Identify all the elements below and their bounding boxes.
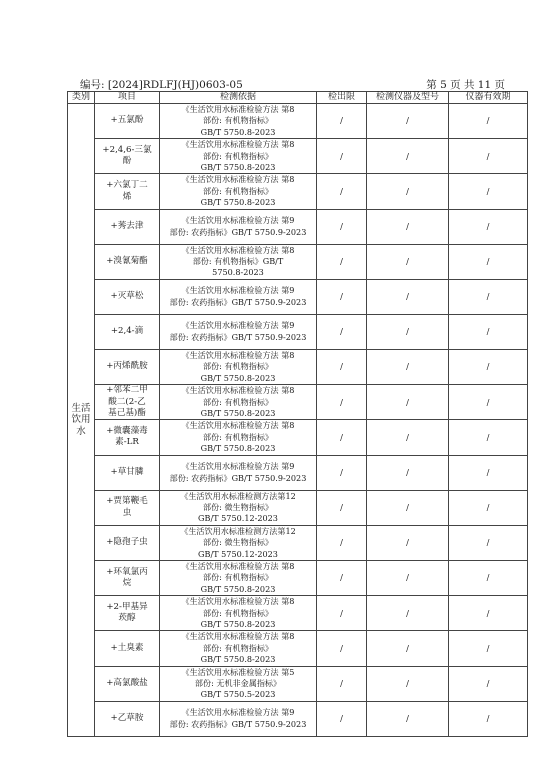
item-cell: +土臭素 (95, 631, 160, 666)
instrument-cell: / (367, 244, 449, 279)
basis-cell: 《生活饮用水标准检验方法 第8 部份: 有机物指标》 GB/T 5750.8-2023 (160, 596, 317, 631)
detection-limit-cell: / (317, 209, 367, 244)
item-cell: +六氯丁二 烯 (95, 174, 160, 209)
item-cell: +2,4-滴 (95, 314, 160, 349)
category-cell: 生活 饮用 水 (68, 104, 95, 737)
table-row (68, 209, 528, 244)
column-header: 项目 (95, 92, 160, 104)
validity-cell: / (449, 596, 528, 631)
item-cell: +高氯酸盐 (95, 666, 160, 701)
item-cell: +环氧氯丙 烷 (95, 560, 160, 595)
basis-cell: 《生活饮用水标准检验方法 第9 部份: 农药指标》GB/T 5750.9-2023 (160, 209, 317, 244)
table-row (68, 666, 528, 701)
instrument-cell: / (367, 490, 449, 525)
basis-cell: 《生活饮用水标准检验方法 第8 部份: 有机物指标》 GB/T 5750.8-2023 (160, 385, 317, 420)
validity-cell: / (449, 701, 528, 736)
basis-cell: 《生活饮用水标准检验方法 第8 部份: 有机物指标》 GB/T 5750.8-2023 (160, 420, 317, 455)
detection-limit-cell: / (317, 385, 367, 420)
basis-cell: 《生活饮用水标准检验方法 第8 部份: 有机物指标》 GB/T 5750.8-2023 (160, 174, 317, 209)
column-header: 仪器有效期 (449, 92, 528, 104)
instrument-cell: / (367, 139, 449, 174)
test-basis-table (67, 91, 528, 737)
validity-cell: / (449, 279, 528, 314)
validity-cell: / (449, 244, 528, 279)
basis-cell: 《生活饮用水标准检验方法 第8 部份: 有机物指标》 GB/T 5750.8-2023 (160, 631, 317, 666)
basis-cell: 《生活饮用水标准检验方法 第9 部份: 农药指标》GB/T 5750.9-2023 (160, 314, 317, 349)
item-cell: +莠去津 (95, 209, 160, 244)
basis-cell: 《生活饮用水标准检验方法 第9 部份: 农药指标》GB/T 5750.9-2023 (160, 455, 317, 490)
basis-cell: 《生活饮用水标准检验方法 第9 部份: 农药指标》GB/T 5750.9-2023 (160, 701, 317, 736)
column-header: 检测仪器及型号 (367, 92, 449, 104)
instrument-cell: / (367, 209, 449, 244)
validity-cell: / (449, 666, 528, 701)
instrument-cell: / (367, 596, 449, 631)
instrument-cell: / (367, 279, 449, 314)
instrument-cell: / (367, 104, 449, 139)
report-code: 编号: [2024]RDLFJ(HJ)0603-05 (80, 79, 243, 91)
detection-limit-cell: / (317, 701, 367, 736)
table-row (68, 174, 528, 209)
validity-cell: / (449, 209, 528, 244)
detection-limit-cell: / (317, 420, 367, 455)
table-row (68, 139, 528, 174)
validity-cell: / (449, 349, 528, 384)
basis-cell: 《生活饮用水标准检验方法 第8 部份: 有机物指标》 GB/T 5750.8-2023 (160, 349, 317, 384)
item-cell: +隐孢子虫 (95, 525, 160, 560)
detection-limit-cell: / (317, 104, 367, 139)
item-cell: +贾第鞭毛 虫 (95, 490, 160, 525)
validity-cell: / (449, 139, 528, 174)
table-row (68, 420, 528, 455)
validity-cell: / (449, 490, 528, 525)
item-cell: +2,4,6-三氯 酚 (95, 139, 160, 174)
instrument-cell: / (367, 455, 449, 490)
detection-limit-cell: / (317, 666, 367, 701)
column-header: 类别 (68, 92, 95, 104)
instrument-cell: / (367, 631, 449, 666)
basis-cell: 《生活饮用水标准检验方法 第8 部份: 有机物指标》 GB/T 5750.8-2023 (160, 560, 317, 595)
table-row (68, 314, 528, 349)
detection-limit-cell: / (317, 490, 367, 525)
page-number: 第 5 页 共 11 页 (426, 79, 505, 91)
detection-limit-cell: / (317, 596, 367, 631)
basis-cell: 《生活饮用水标准检验方法 第9 部份: 农药指标》GB/T 5750.9-2023 (160, 279, 317, 314)
item-cell: +灭草松 (95, 279, 160, 314)
table-row (68, 104, 528, 139)
instrument-cell: / (367, 314, 449, 349)
table-header-row (68, 92, 528, 104)
instrument-cell: / (367, 174, 449, 209)
basis-cell: 《生活饮用水标准检测方法第12 部份: 微生物指标》 GB/T 5750.12-2023 (160, 490, 317, 525)
basis-cell: 《生活饮用水标准检验方法 第8 部份: 有机物指标》 GB/T 5750.8-2023 (160, 139, 317, 174)
detection-limit-cell: / (317, 244, 367, 279)
table-row (68, 560, 528, 595)
table-row (68, 244, 528, 279)
item-cell: +乙草胺 (95, 701, 160, 736)
validity-cell: / (449, 560, 528, 595)
item-cell: +丙烯酰胺 (95, 349, 160, 384)
detection-limit-cell: / (317, 525, 367, 560)
detection-limit-cell: / (317, 349, 367, 384)
instrument-cell: / (367, 420, 449, 455)
basis-cell: 《生活饮用水标准检验方法 第8 部份: 有机物指标》 GB/T 5750.8-2023 (160, 104, 317, 139)
validity-cell: / (449, 174, 528, 209)
detection-limit-cell: / (317, 455, 367, 490)
instrument-cell: / (367, 560, 449, 595)
validity-cell: / (449, 525, 528, 560)
detection-limit-cell: / (317, 279, 367, 314)
detection-limit-cell: / (317, 560, 367, 595)
table-row (68, 525, 528, 560)
detection-limit-cell: / (317, 174, 367, 209)
table-row (68, 385, 528, 420)
instrument-cell: / (367, 385, 449, 420)
detection-limit-cell: / (317, 139, 367, 174)
item-cell: +草甘膦 (95, 455, 160, 490)
validity-cell: / (449, 104, 528, 139)
basis-cell: 《生活饮用水标准检验方法 第5 部份: 无机非金属指标》 GB/T 5750.5-2023 (160, 666, 317, 701)
column-header: 检测依据 (160, 92, 317, 104)
basis-cell: 《生活饮用水标准检测方法第12 部份: 微生物指标》 GB/T 5750.12-2023 (160, 525, 317, 560)
item-cell: +五氯酚 (95, 104, 160, 139)
table-row (68, 349, 528, 384)
column-header: 检出限 (317, 92, 367, 104)
validity-cell: / (449, 314, 528, 349)
item-cell: +溴氰菊酯 (95, 244, 160, 279)
validity-cell: / (449, 455, 528, 490)
table-row (68, 279, 528, 314)
instrument-cell: / (367, 701, 449, 736)
detection-limit-cell: / (317, 631, 367, 666)
table-row (68, 631, 528, 666)
item-cell: +2-甲基异 莰醇 (95, 596, 160, 631)
item-cell: +邻苯二甲 酸二(2-乙 基己基)酯 (95, 385, 160, 420)
item-cell: +微囊藻毒 素-LR (95, 420, 160, 455)
validity-cell: / (449, 385, 528, 420)
validity-cell: / (449, 420, 528, 455)
instrument-cell: / (367, 525, 449, 560)
basis-cell: 《生活饮用水标准检验方法 第8 部份: 有机物指标》GB/T 5750.8-2023 (160, 244, 317, 279)
validity-cell: / (449, 631, 528, 666)
detection-limit-cell: / (317, 314, 367, 349)
table-row (68, 701, 528, 736)
table-row (68, 455, 528, 490)
page-header (80, 78, 505, 92)
instrument-cell: / (367, 349, 449, 384)
table-row (68, 596, 528, 631)
instrument-cell: / (367, 666, 449, 701)
table-row (68, 490, 528, 525)
